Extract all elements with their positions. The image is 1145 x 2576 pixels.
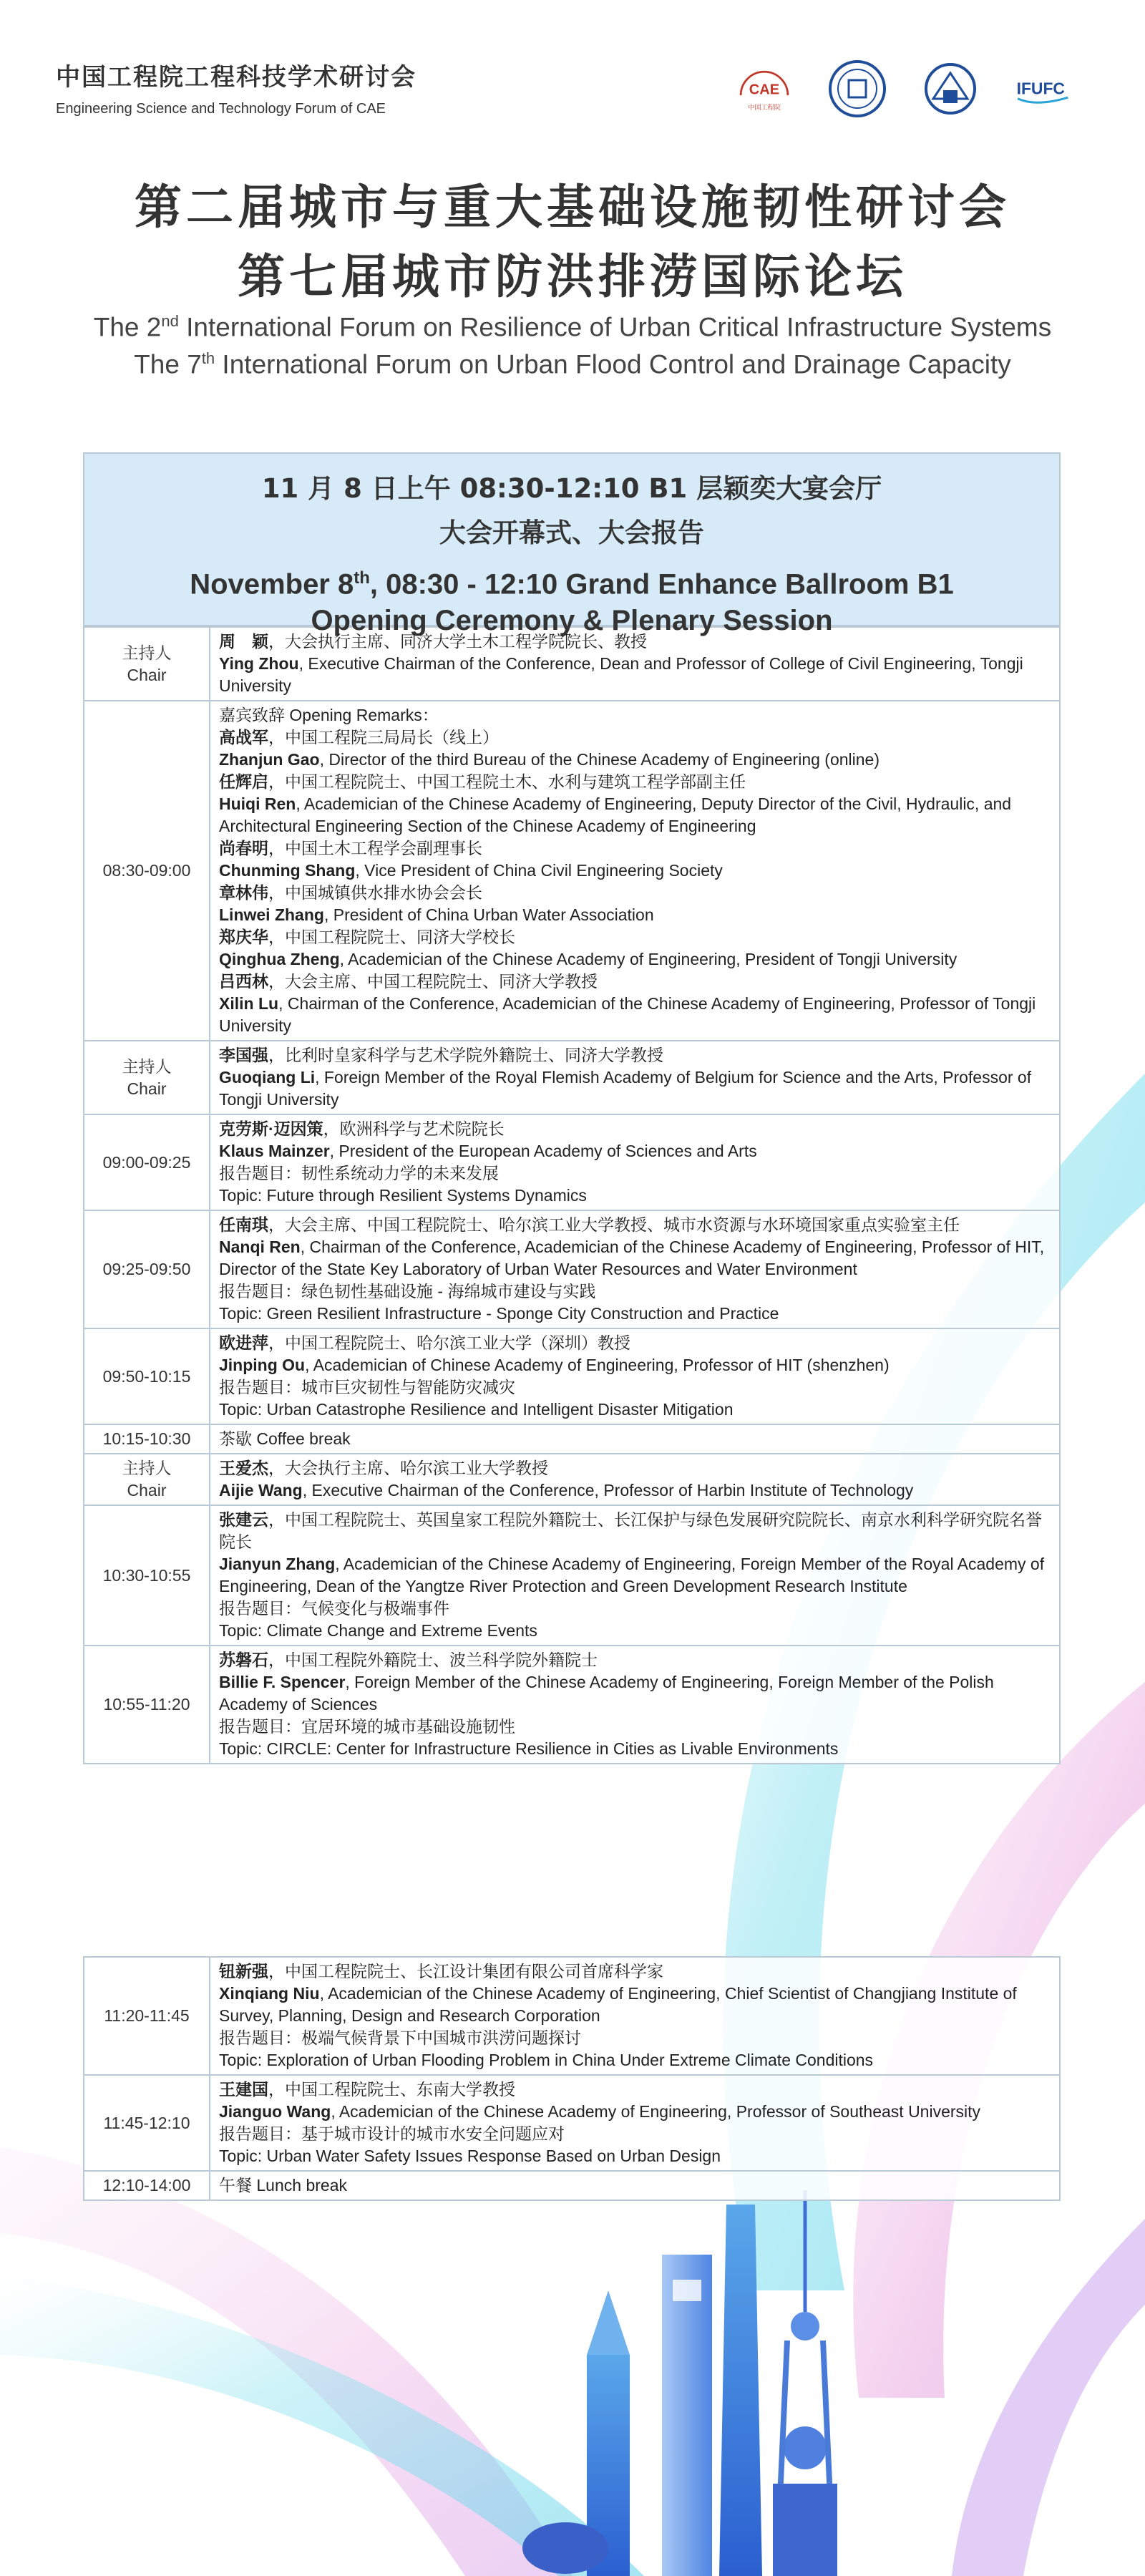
session-header [83,452,1061,637]
row-time: 11:20-11:45 [84,1957,210,2075]
speaker-line-en [219,2101,1051,2123]
speaker-title-cn: ，大会主席、中国工程院院士、同济大学教授 [268,972,598,991]
speaker-line-cn [219,1118,1051,1140]
title-en-line1 [0,312,1145,342]
speaker-title-cn: ，中国工程院院士、同济大学校长 [268,928,515,946]
session-date-en-sup: th [354,568,370,588]
speaker-title-cn: ，中国工程院外籍院士、波兰科学院外籍院士 [268,1651,598,1669]
schedule-row [84,1505,1060,1646]
row-time: 主持人 Chair [84,1041,210,1114]
speaker-name-cn: 欧进萍 [219,1333,268,1352]
row-time: 10:55-11:20 [84,1646,210,1764]
speaker-title-en: , Foreign Member of the Royal Flemish Academy of Belgium for Science and the Arts, Professor of Tongji University [219,1068,1032,1109]
row-time: 09:25-09:50 [84,1210,210,1328]
speaker-name-cn: 章林伟 [219,883,268,902]
row-description [210,2171,1060,2200]
speaker-line-cn [219,882,1051,904]
speaker-line-cn [219,726,1051,749]
speaker-name-cn: 王爱杰 [219,1459,268,1477]
schedule-row [84,1646,1060,1764]
schedule-row [84,1454,1060,1505]
speaker-line-cn [219,1960,1051,1983]
row-description [210,1210,1060,1328]
title-en-line1-sup: nd [161,312,179,330]
speaker-name-en: Huiqi Ren [219,794,296,813]
session-title-en: Opening Ceremony & Plenary Session [311,605,833,637]
speaker-line-cn [219,1214,1051,1236]
speaker-name-en: Jinping Ou [219,1356,306,1374]
speaker-line-cn [219,1332,1051,1354]
row-time: 10:15-10:30 [84,1424,210,1454]
speaker-line-cn [219,1457,1051,1479]
speaker-line-en [219,948,1051,971]
schedule-table-continued [83,1956,1061,2201]
row-text: 嘉宾致辞 Opening Remarks： [219,706,439,724]
row-description [210,701,1060,1041]
row-text: Topic: Exploration of Urban Flooding Problem in China Under Extreme Climate Conditions [219,2051,874,2069]
speaker-title-en: , Academician of the Chinese Academy of Engineering, Professor of Southeast University [331,2102,981,2121]
row-text: Topic: Future through Resilient Systems Dynamics [219,1186,587,1205]
speaker-title-en: , Executive Chairman of the Conference, Professor of Harbin Institute of Technology [302,1481,914,1500]
speaker-name-cn: 周 颖 [219,632,268,651]
speaker-name-en: Billie F. Spencer [219,1673,346,1691]
speaker-line-en [219,993,1051,1037]
speaker-name-en: Zhanjun Gao [219,750,320,769]
speaker-title-en: , Academician of the Chinese Academy of Engineering, Chief Scientist of Changjiang Institute of Survey, Planning, Design and Research Corporation [219,1984,1017,2025]
speaker-line-en [219,1354,1051,1376]
schedule-row [84,1210,1060,1328]
speaker-name-cn: 高战军 [219,728,268,747]
speaker-name-cn: 钮新强 [219,1962,268,1980]
speaker-line-en [219,1553,1051,1598]
speaker-title-cn: ，大会执行主席、哈尔滨工业大学教授 [268,1459,548,1477]
speaker-name-cn: 尚春明 [219,839,268,857]
speaker-name-en: Nanqi Ren [219,1238,301,1256]
row-text: Topic: CIRCLE: Center for Infrastructure Resilience in Cities as Livable Environments [219,1739,839,1758]
session-date-cn: 11 月 8 日上午 08:30-12:10 B1 层颖奕大宴会厅 [261,473,882,504]
schedule-row [84,2171,1060,2200]
row-time: 09:50-10:15 [84,1328,210,1424]
speaker-title-cn: ，大会执行主席、同济大学土木工程学院院长、教授 [268,632,647,651]
speaker-line-cn [219,631,1051,653]
speaker-name-cn: 郑庆华 [219,928,268,946]
row-text: Topic: Climate Change and Extreme Events [219,1621,537,1640]
speaker-line-en [219,1671,1051,1716]
speaker-line-cn [219,1509,1051,1553]
speaker-name-cn: 克劳斯·迈因策 [219,1119,323,1138]
speaker-name-cn: 吕西林 [219,972,268,991]
row-description [210,1957,1060,2075]
speaker-line-en [219,1140,1051,1162]
row-text: 午餐 Lunch break [219,2176,347,2195]
speaker-title-en: , Vice President of China Civil Engineering Society [355,861,723,880]
schedule-row [84,627,1060,701]
speaker-name-cn: 张建云 [219,1510,268,1529]
row-text: Topic: Green Resilient Infrastructure - Sponge City Construction and Practice [219,1304,779,1323]
schedule-row [84,2075,1060,2171]
speaker-line-cn [219,837,1051,860]
row-description [210,1646,1060,1764]
speaker-title-en: , Academician of Chinese Academy of Engineering, Professor of HIT (shenzhen) [305,1356,890,1374]
speaker-line-en [219,1236,1051,1280]
forum-name-cn: 中国工程院工程科技学术研讨会 [56,63,416,92]
speaker-line-en [219,904,1051,926]
speaker-line-cn [219,971,1051,993]
row-text: 报告题目：极端气候背景下中国城市洪涝问题探讨 [219,2028,581,2047]
row-time: 08:30-09:00 [84,701,210,1041]
cae-logo [734,59,794,119]
speaker-title-cn: ，大会主席、中国工程院院士、哈尔滨工业大学教授、城市水资源与水环境国家重点实验室主任 [268,1215,960,1234]
speaker-name-cn: 任南琪 [219,1215,268,1234]
row-time: 12:10-14:00 [84,2171,210,2200]
row-text: 报告题目：韧性系统动力学的未来发展 [219,1164,499,1182]
cae-logo-subtext: 中国工程院 [748,105,781,112]
logo-row [734,59,1073,119]
title-en-line2-post: International Forum on Urban Flood Control and Drainage Capacity [215,349,1011,379]
speaker-title-cn: ，中国工程院院士、长江设计集团有限公司首席科学家 [268,1962,663,1980]
cae-logo-text: CAE [749,82,780,98]
schedule-row [84,1114,1060,1210]
tongji-seal-logo [827,59,887,119]
speaker-line-cn [219,771,1051,793]
speaker-title-cn: ，中国城镇供水排水协会会长 [268,883,482,902]
speaker-title-cn: ，中国工程院院士、英国皇家工程院外籍院士、长江保护与绿色发展研究院院长、南京水利科学研究院名誉院长 [219,1510,1042,1551]
row-description [210,1424,1060,1454]
row-text: 报告题目：基于城市设计的城市水安全问题应对 [219,2124,565,2143]
speaker-line-cn [219,1649,1051,1671]
row-text: 报告题目：宜居环境的城市基础设施韧性 [219,1717,515,1736]
speaker-title-cn: ，中国工程院院士、东南大学教授 [268,2080,515,2099]
speaker-title-en: , Executive Chairman of the Conference, Dean and Professor of College of Civil Engineering, Tongji University [219,654,1023,695]
speaker-name-en: Qinghua Zheng [219,950,340,968]
row-text: 报告题目：城市巨灾韧性与智能防灾减灾 [219,1378,515,1396]
title-cn-line1: 第二届城市与重大基础设施韧性研讨会 [135,180,1010,235]
speaker-line-cn [219,1044,1051,1066]
forum-name-en: Engineering Science and Technology Forum of CAE [56,101,386,117]
title-en-line2-sup: th [201,349,215,367]
session-title-cn: 大会开幕式、大会报告 [439,517,704,548]
row-text: 茶歇 Coffee break [219,1429,351,1448]
speaker-name-en: Guoqiang Li [219,1068,316,1087]
row-time: 主持人 Chair [84,627,210,701]
row-description [210,1114,1060,1210]
schedule-row [84,1957,1060,2075]
speaker-name-cn: 苏磐石 [219,1651,268,1669]
speaker-line-cn [219,2079,1051,2101]
title-en-line1-pre: The 2 [93,312,162,342]
speaker-title-en: , Academician of the Chinese Academy of Engineering, Deputy Director of the Civil, Hydraulic, and Architectural Engineering Section of the Chinese Academy of Engineering [219,794,1012,835]
row-description [210,2075,1060,2171]
row-text: 报告题目：气候变化与极端事件 [219,1599,449,1618]
ifufc-logo [1013,59,1073,119]
row-time: 09:00-09:25 [84,1114,210,1210]
speaker-line-en [219,653,1051,697]
ifufc-logo-text: IFUFC [1016,79,1065,98]
speaker-name-cn: 王建国 [219,2080,268,2099]
title-en-line2-pre: The 7 [134,349,202,379]
speaker-name-cn: 任辉启 [219,772,268,791]
hit-logo [920,59,980,119]
speaker-name-en: Ying Zhou [219,654,299,673]
speaker-title-cn: ，中国工程院院士、哈尔滨工业大学（深圳）教授 [268,1333,630,1352]
speaker-title-en: , Academician of the Chinese Academy of Engineering, President of Tongji University [339,950,958,968]
schedule-row [84,1328,1060,1424]
row-text: Topic: Urban Catastrophe Resilience and Intelligent Disaster Mitigation [219,1400,734,1419]
row-description [210,1454,1060,1505]
schedule-row [84,1424,1060,1454]
speaker-name-en: Jianyun Zhang [219,1555,336,1573]
speaker-title-cn: ，中国土木工程学会副理事长 [268,839,482,857]
speaker-title-cn: ，中国工程院院士、中国工程院土木、水利与建筑工程学部副主任 [268,772,746,791]
speaker-title-en: , Director of the third Bureau of the Chinese Academy of Engineering (online) [319,750,880,769]
row-description [210,1328,1060,1424]
speaker-name-cn: 李国强 [219,1046,268,1064]
speaker-name-en: Xinqiang Niu [219,1984,320,2003]
speaker-line-en [219,1066,1051,1111]
speaker-name-en: Klaus Mainzer [219,1142,330,1160]
schedule-table [83,452,1061,1764]
speaker-title-en: , Chairman of the Conference, Academician of the Chinese Academy of Engineering, Professor of Tongji University [219,994,1036,1035]
speaker-title-en: , Chairman of the Conference, Academician of the Chinese Academy of Engineering, Professor of HIT, Director of the State Key Laboratory of Urban Water Resources and Water Environment [219,1238,1045,1278]
speaker-name-en: Xilin Lu [219,994,279,1013]
speaker-title-cn: ，欧洲科学与艺术院院长 [323,1119,505,1138]
speaker-name-en: Chunming Shang [219,861,356,880]
speaker-name-en: Linwei Zhang [219,905,324,924]
session-date-en [84,568,1059,601]
speaker-title-en: , Academician of the Chinese Academy of Engineering, Foreign Member of the Royal Academy of Engineering, Dean of the Yangtze River Protection and Green Development Research Institute [219,1555,1045,1595]
speaker-line-en [219,793,1051,837]
speaker-title-en: , Foreign Member of the Chinese Academy of Engineering, Foreign Member of the Polish Academy of Sciences [219,1673,994,1714]
speaker-line-en [219,1983,1051,2027]
session-date-en-pre: November 8 [190,568,354,601]
speaker-name-en: Aijie Wang [219,1481,303,1500]
schedule-row [84,701,1060,1041]
row-text: 报告题目：绿色韧性基础设施 - 海绵城市建设与实践 [219,1282,596,1301]
speaker-line-en [219,1479,1051,1502]
schedule-rows-continued [83,1956,1061,2201]
schedule-row [84,1041,1060,1114]
row-description [210,1041,1060,1114]
title-en-line2 [0,349,1145,379]
row-time: 主持人 Chair [84,1454,210,1505]
row-text: Topic: Urban Water Safety Issues Response Based on Urban Design [219,2147,721,2165]
speaker-line-en [219,860,1051,882]
row-time: 11:45-12:10 [84,2075,210,2171]
speaker-title-en: , President of the European Academy of Sciences and Arts [329,1142,757,1160]
title-en-line1-post: International Forum on Resilience of Urban Critical Infrastructure Systems [178,312,1052,342]
session-date-en-post: , 08:30 - 12:10 Grand Enhance Ballroom B1 [369,568,954,601]
row-description [210,1505,1060,1646]
row-description [210,627,1060,701]
speaker-line-cn [219,926,1051,948]
forum-brand [56,57,416,117]
speaker-line-en [219,749,1051,771]
row-time: 10:30-10:55 [84,1505,210,1646]
speaker-name-en: Jianguo Wang [219,2102,331,2121]
title-cn-line2: 第七届城市防洪排涝国际论坛 [238,249,907,304]
schedule-rows [83,626,1061,1764]
speaker-title-cn: ，比利时皇家科学与艺术学院外籍院士、同济大学教授 [268,1046,663,1064]
speaker-title-en: , President of China Urban Water Association [323,905,654,924]
speaker-title-cn: ，中国工程院三局局长（线上） [268,728,499,747]
